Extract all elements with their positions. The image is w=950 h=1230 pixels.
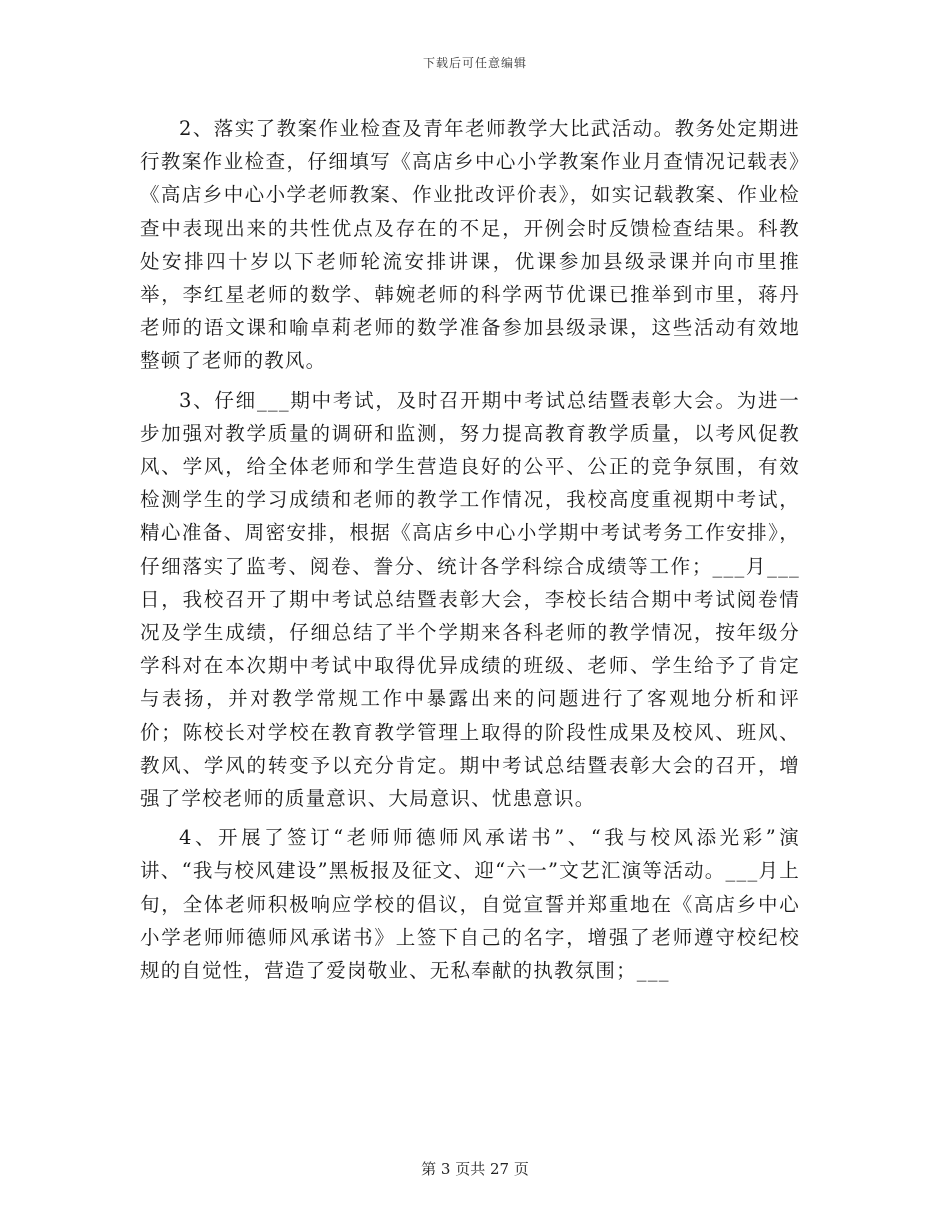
- page-number: 第 3 页共 27 页: [421, 1160, 529, 1178]
- paragraph-item-4: 4、开展了签订“老师师德师风承诺书”、“我与校风添光彩”演讲、“我与校风建设”黑板报及征文、迎“六一”文艺汇演等活动。___月上旬，全体老师积极响应学校的倡议，自觉宣誓并郑重地在《高店乡中心小学老师师德师风承诺书》上签下自己的名字，增强了老师遵守校纪校规的自觉性，营造了爱岗敬业、无私奉献的执教氛围；___: [140, 826, 800, 983]
- paragraph-item-2: 2、落实了教案作业检查及青年老师教学大比武活动。教务处定期进行教案作业检查，仔细填写《高店乡中心小学教案作业月查情况记载表》《高店乡中心小学老师教案、作业批改评价表》，如实记载教案、作业检查中表现出来的共性优点及存在的不足，开例会时反馈检查结果。科教处安排四十岁以下老师轮流安排讲课，优课参加县级录课并向市里推举，李红星老师的数学、韩婉老师的科学两节优课已推举到市里，蒋丹老师的语文课和喻卓莉老师的数学准备参加县级录课，这些活动有效地整顿了老师的教风。: [140, 117, 800, 373]
- document-body: [140, 112, 800, 987]
- paragraph-item-3: 3、仔细___期中考试，及时召开期中考试总结暨表彰大会。为进一步加强对教学质量的调研和监测，努力提高教育教学质量，以考风促教风、学风，给全体老师和学生营造良好的公平、公正的竞争氛围，有效检测学生的学习成绩和老师的教学工作情况，我校高度重视期中考试，精心准备、周密安排，根据《高店乡中心小学期中考试考务工作安排》，仔细落实了监考、阅卷、誊分、统计各学科综合成绩等工作；___月___日，我校召开了期中考试总结暨表彰大会，李校长结合期中考试阅卷情况及学生成绩，仔细总结了半个学期来各科老师的教学情况，按年级分学科对在本次期中考试中取得优异成绩的班级、老师、学生给予了肯定与表扬，并对教学常规工作中暴露出来的问题进行了客观地分析和评价；陈校长对学校在教育教学管理上取得的阶段性成果及校风、班风、教风、学风的转变予以充分肯定。期中考试总结暨表彰大会的召开，增强了学校老师的质量意识、大局意识、忧患意识。: [140, 388, 800, 811]
- page-header-note: 下载后可任意编辑: [422, 56, 527, 70]
